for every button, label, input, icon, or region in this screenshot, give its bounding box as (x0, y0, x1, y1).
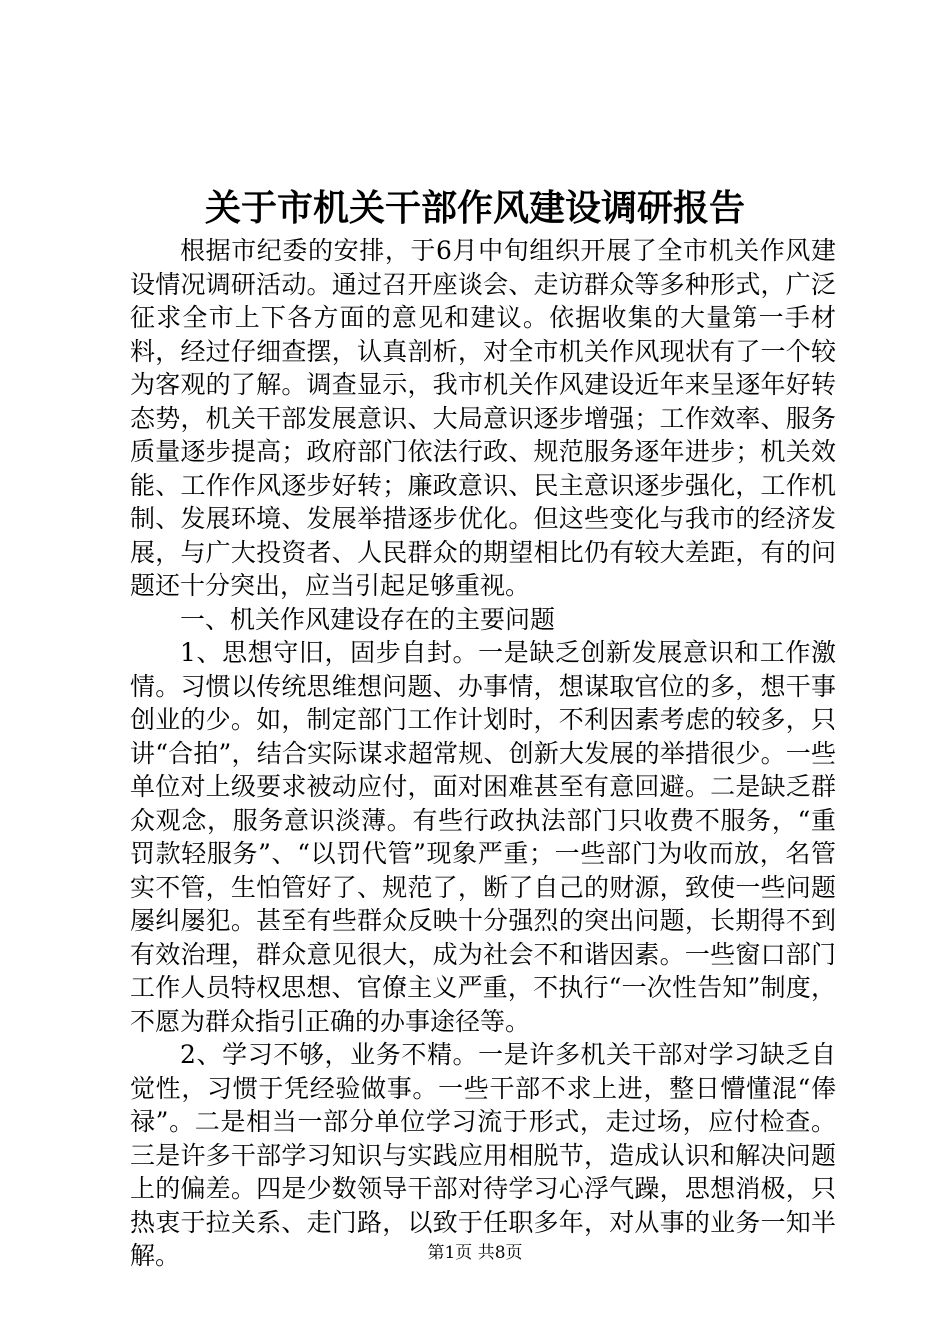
document-body (130, 234, 836, 1273)
problem-paragraph-2: 2、学习不够，业务不精。一是许多机关干部对学习缺乏自觉性，习惯于凭经验做事。一些干部不求上进，整日懵懂混“俸禄”。二是相当一部分单位学习流于形式，走过场，应付检查。三是许多干部学习知识与实践应用相脱节，造成认识和解决问题上的偏差。四是少数领导干部对待学习心浮气躁，思想消极，只热衷于拉关系、走门路，以致于任职多年，对从事的业务一知半解。 (130, 1040, 836, 1270)
page-number-footer: 第1页 共8页 (427, 1243, 523, 1263)
intro-paragraph: 根据市纪委的安排，于6月中旬组织开展了全市机关作风建设情况调研活动。通过召开座谈会、走访群众等多种形式，广泛征求全市上下各方面的意见和建议。依据收集的大量第一手材料，经过仔细查摆，认真剖析，对全市机关作风现状有了一个较为客观的了解。调查显示，我市机关作风建设近年来呈逐年好转态势，机关干部发展意识、大局意识逐步增强；工作效率、服务质量逐步提高；政府部门依法行政、规范服务逐年进步；机关效能、工作作风逐步好转；廉政意识、民主意识逐步强化，工作机制、发展环境、发展举措逐步优化。但这些变化与我市的经济发展，与广大投资者、人民群众的期望相比仍有较大差距，有的问题还十分突出，应当引起足够重视。 (130, 236, 836, 600)
document-title: 关于市机关干部作风建设调研报告 (204, 187, 745, 229)
problem-paragraph-1: 1、思想守旧，固步自封。一是缺乏创新发展意识和工作激情。习惯以传统思维想问题、办事情，想谋取官位的多，想干事创业的少。如，制定部门工作计划时，不利因素考虑的较多，只讲“合拍”，结合实际谋求超常规、创新大发展的举措很少。一些单位对上级要求被动应付，面对困难甚至有意回避。二是缺乏群众观念，服务意识淡薄。有些行政执法部门只收费不服务，“重罚款轻服务”、“以罚代管”现象严重；一些部门为收而放，名管实不管，生怕管好了、规范了，断了自己的财源，致使一些问题屡纠屡犯。甚至有些群众反映十分强烈的突出问题，长期得不到有效治理，群众意见很大，成为社会不和谐因素。一些窗口部门工作人员特权思想、官僚主义严重，不执行“一次性告知”制度，不愿为群众指引正确的办事途径等。 (130, 638, 836, 1036)
section-heading: 一、机关作风建设存在的主要问题 (180, 604, 556, 634)
